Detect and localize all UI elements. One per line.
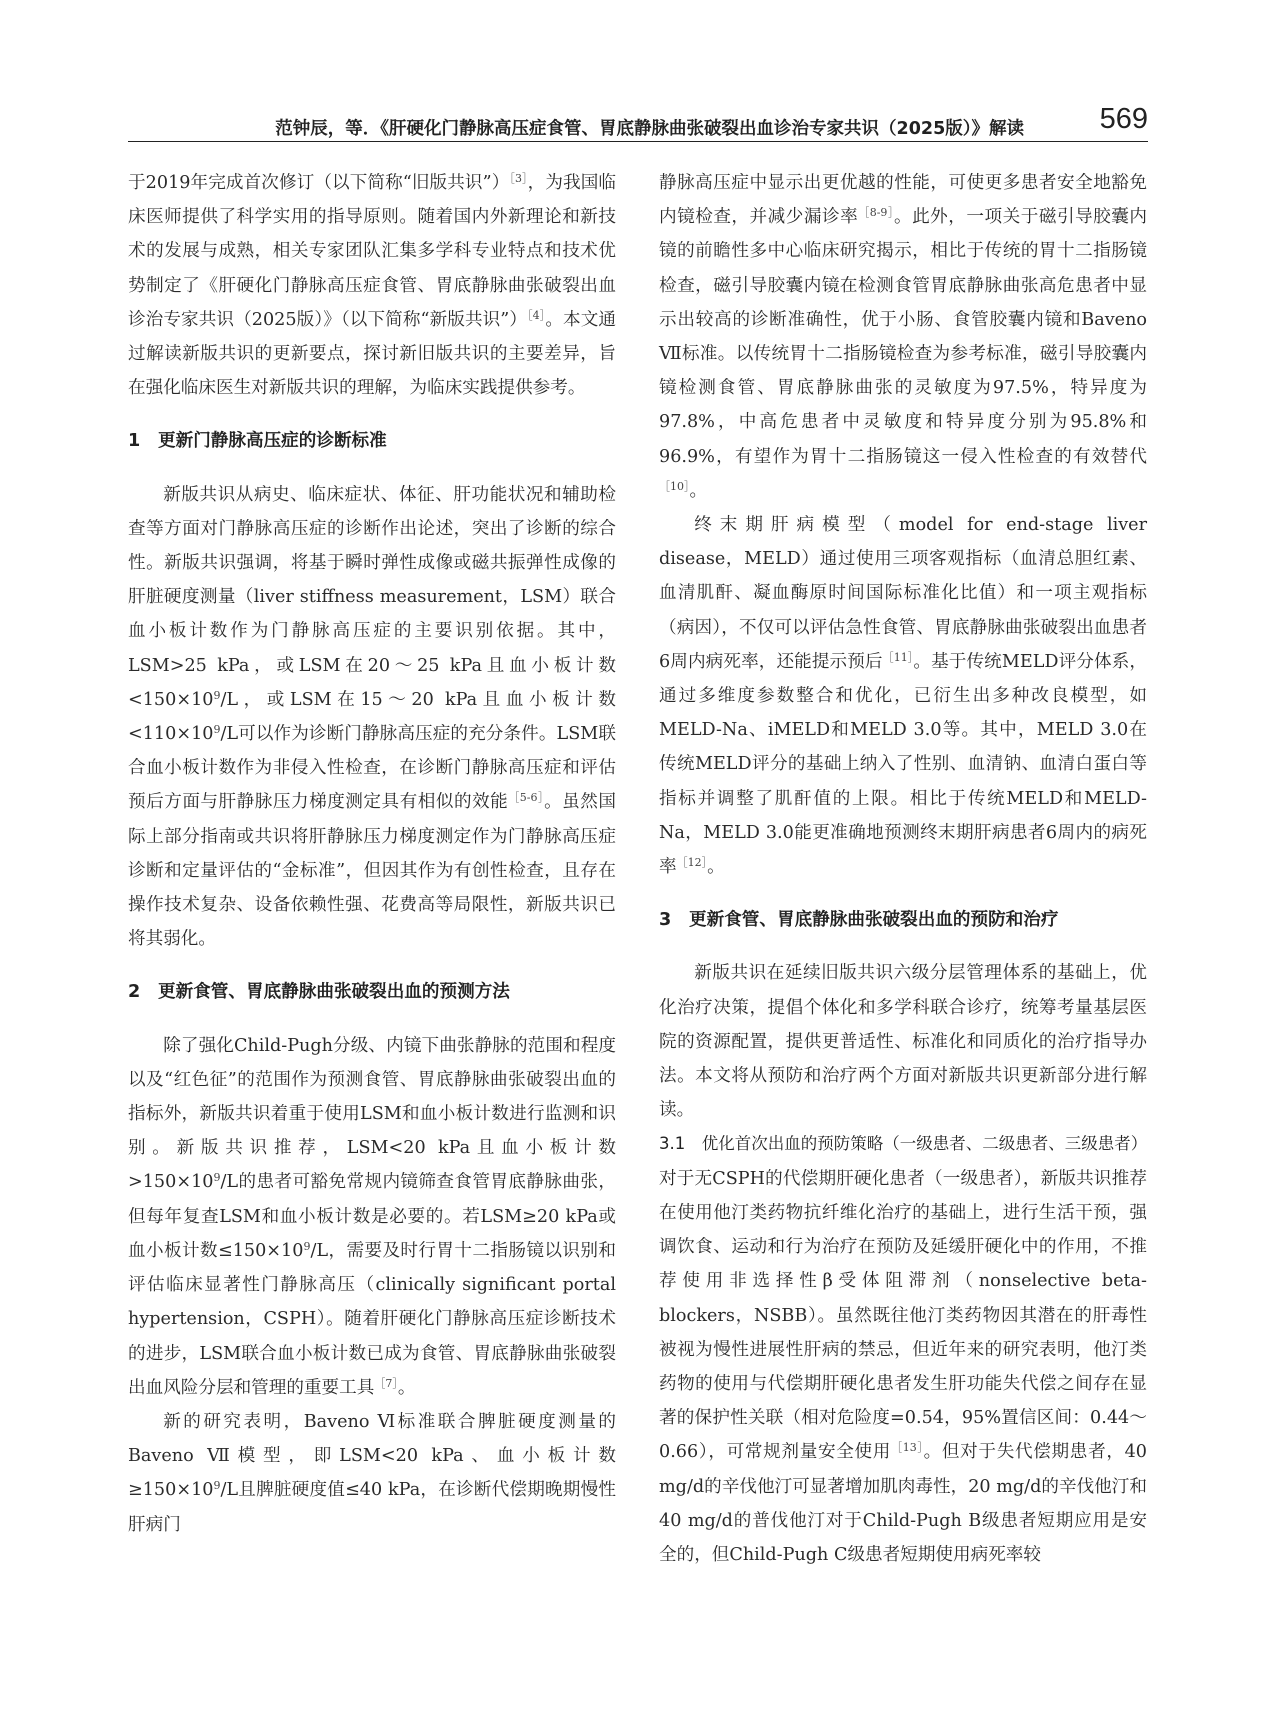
citation-ref[interactable]: ［11］	[882, 650, 914, 664]
citation-ref[interactable]: ［4］	[527, 308, 546, 322]
citation-ref[interactable]: ［13］	[891, 1441, 924, 1455]
paragraph-intro-continued: 于2019年完成首次修订（以下简称“旧版共识”）$^{[3]}$，为我国临床医师提供了科学实用的指导原则。随着国内外新理论和新技术的发展与成熟，相关专家团队汇集多学科专业特点和技术优势制定了《肝硬化门静脉高压症食管、胃底静脉曲张破裂出血诊治专家共识（2025版）》（以下简称“新版共识”）$^{[4]}$。本文通过解读新版共识的更新要点，探讨新旧版共识的主要差异，旨在强化临床医生对新版共识的理解，为临床实践提供参考。	[128, 172, 616, 399]
citation-ref[interactable]: ［3］	[509, 172, 528, 185]
running-title: 范钟辰，等．《肝硬化门静脉高压症食管、胃底静脉曲张破裂出血诊治专家共识（2025版）》解读	[275, 119, 1024, 139]
running-header	[128, 95, 1148, 142]
paragraph-section-3-1: 3.1 优化首次出血的预防策略（一级患者、二级患者、三级患者） 对于无CSPH的代偿期肝硬化患者（一级患者），新版共识推荐在使用他汀类药物抗纤维化治疗的基础上，进行生活干预，强调饮食、运动和行为治疗在预防及延缓肝硬化中的作用，不推荐使用非选择性β受体阻滞剂（nonselective beta-blockers，NSBB）。虽然既往他汀类药物因其潜在的肝毒性被视为慢性进展性肝病的禁忌，但近年来的研究表明，他汀类药物的使用与代偿期肝硬化患者发生肝功能失代偿之间存在显著的保护性关联（相对危险度=0.54，95%置信区间：0.44～0.66），可常规剂量安全使用$^{[13]}$。但对于失代偿期患者，40 mg/d的辛伐他汀可显著增加肌肉毒性，20 mg/d的辛伐他汀和40 mg/d的普伐他汀对于Child-Pugh B级患者短期应用是安全的，但Child-Pugh C级患者短期使用病死率较	[659, 1134, 1157, 1565]
citation-ref[interactable]: ［7］	[374, 1376, 398, 1390]
citation-ref[interactable]: ［10］	[659, 479, 690, 493]
citation-ref[interactable]: ［8-9］	[858, 206, 894, 220]
left-column	[128, 166, 616, 1542]
paragraph-diagnosis: 新版共识从病史、临床症状、体征、肝功能状况和辅助检查等方面对门静脉高压症的诊断作出论述，突出了诊断的综合性。新版共识强调，将基于瞬时弹性成像或磁共振弹性成像的肝脏硬度测量（liver stiffness measurement，LSM）联合血小板计数作为门静脉高压症的主要识别依据。其中，LSM>25 kPa，或LSM在20～25 kPa且血小板计数$<150\times 10^9/L$，或LSM在15～20 kPa且血小板计数$<110\times 10^9/L$可以作为诊断门静脉高压症的充分条件。LSM联合血小板计数作为非侵入性检查，在诊断门静脉高压症和评估预后方面与肝静脉压力梯度测定具有相似的效能$^{[5-6]}$。虽然国际上部分指南或共识将肝静脉压力梯度测定作为门静脉高压症诊断和定量评估的“金标准”，但因其作为有创性检查，且存在操作技术复杂、设备依赖性强、花费高等局限性，新版共识已将其弱化。	[128, 484, 616, 950]
paragraph-baveno: 新的研究表明，Baveno Ⅵ标准联合脾脏硬度测量的Baveno Ⅶ模型，即LSM<20 kPa、血小板计数$\ge 150\times 10^9/L$且脾脏硬度值≤40 kPa，在诊断代偿期晚期慢性肝病门	[128, 1411, 616, 1535]
section-heading-1: 1 更新门静脉高压症的诊断标准	[128, 431, 387, 452]
section-heading-2: 2 更新食管、胃底静脉曲张破裂出血的预测方法	[128, 982, 510, 1003]
section-heading-3: 3 更新食管、胃底静脉曲张破裂出血的预防和治疗	[659, 910, 1059, 931]
right-column	[659, 166, 1157, 1572]
page-number: 569	[1099, 103, 1148, 135]
paragraph-prediction: 除了强化Child-Pugh分级、内镜下曲张静脉的范围和程度以及“红色征”的范围作为预测食管、胃底静脉曲张破裂出血的指标外，新版共识着重于使用LSM和血小板计数进行监测和识别。新版共识推荐，LSM<20 kPa且血小板计数$>150\times 10^9/L$的患者可豁免常规内镜筛查食管胃底静脉曲张，但每年复查LSM和血小板计数是必要的。若LSM≥20 kPa或血小板计数$\le 150\times 10^9/L$，需要及时行胃十二指肠镜以识别和评估临床显著性门静脉高压（clinically significant portal hypertension，CSPH）。随着肝硬化门静脉高压症诊断技术的进步，LSM联合血小板计数已成为食管、胃底静脉曲张破裂出血风险分层和管理的重要工具$^{[7]}$。	[128, 1035, 616, 1398]
paragraph-meld: 终末期肝病模型（model for end-stage liver disease，MELD）通过使用三项客观指标（血清总胆红素、血清肌酐、凝血酶原时间国际标准化比值）和一项主观指标（病因），不仅可以评估急性食管、胃底静脉曲张破裂出血患者6周内病死率，还能提示预后$^{[11]}$。基于传统MELD评分体系，通过多维度参数整合和优化，已衍生出多种改良模型，如MELD-Na、iMELD和MELD 3.0等。其中，MELD 3.0在传统MELD评分的基础上纳入了性别、血清钠、血清白蛋白等指标并调整了肌酐值的上限。相比于传统MELD和MELD-Na，MELD 3.0能更准确地预测终末期肝病患者6周内的病死率$^{[12]}$。	[659, 515, 1147, 878]
subsection-heading-3-1: 3.1 优化首次出血的预防策略（一级患者、二级患者、三级患者）	[659, 1134, 1139, 1154]
paragraph-treatment-overview: 新版共识在延续旧版共识六级分层管理体系的基础上，优化治疗决策，提倡个体化和多学科联合诊疗，统筹考量基层医院的资源配置，提供更普适性、标准化和同质化的治疗指导办法。本文将从预防和治疗两个方面对新版共识更新部分进行解读。	[659, 963, 1147, 1121]
paragraph-capsule: 静脉高压症中显示出更优越的性能，可使更多患者安全地豁免内镜检查，并减少漏诊率$^{[8-9]}$。此外，一项关于磁引导胶囊内镜的前瞻性多中心临床研究揭示，相比于传统的胃十二指肠镜检查，磁引导胶囊内镜在检测食管胃底静脉曲张高危患者中显示出较高的诊断准确性，优于小肠、食管胶囊内镜和Baveno Ⅶ标准。以传统胃十二指肠镜检查为参考标准，磁引导胶囊内镜检测食管、胃底静脉曲张的灵敏度为97.5%，特异度为97.8%，中高危患者中灵敏度和特异度分别为95.8%和96.9%，有望作为胃十二指肠镜这一侵入性检查的有效替代$^{[10]}$。	[659, 173, 1147, 501]
citation-ref[interactable]: ［12］	[676, 856, 708, 870]
citation-ref[interactable]: ［5-6］	[508, 791, 545, 805]
